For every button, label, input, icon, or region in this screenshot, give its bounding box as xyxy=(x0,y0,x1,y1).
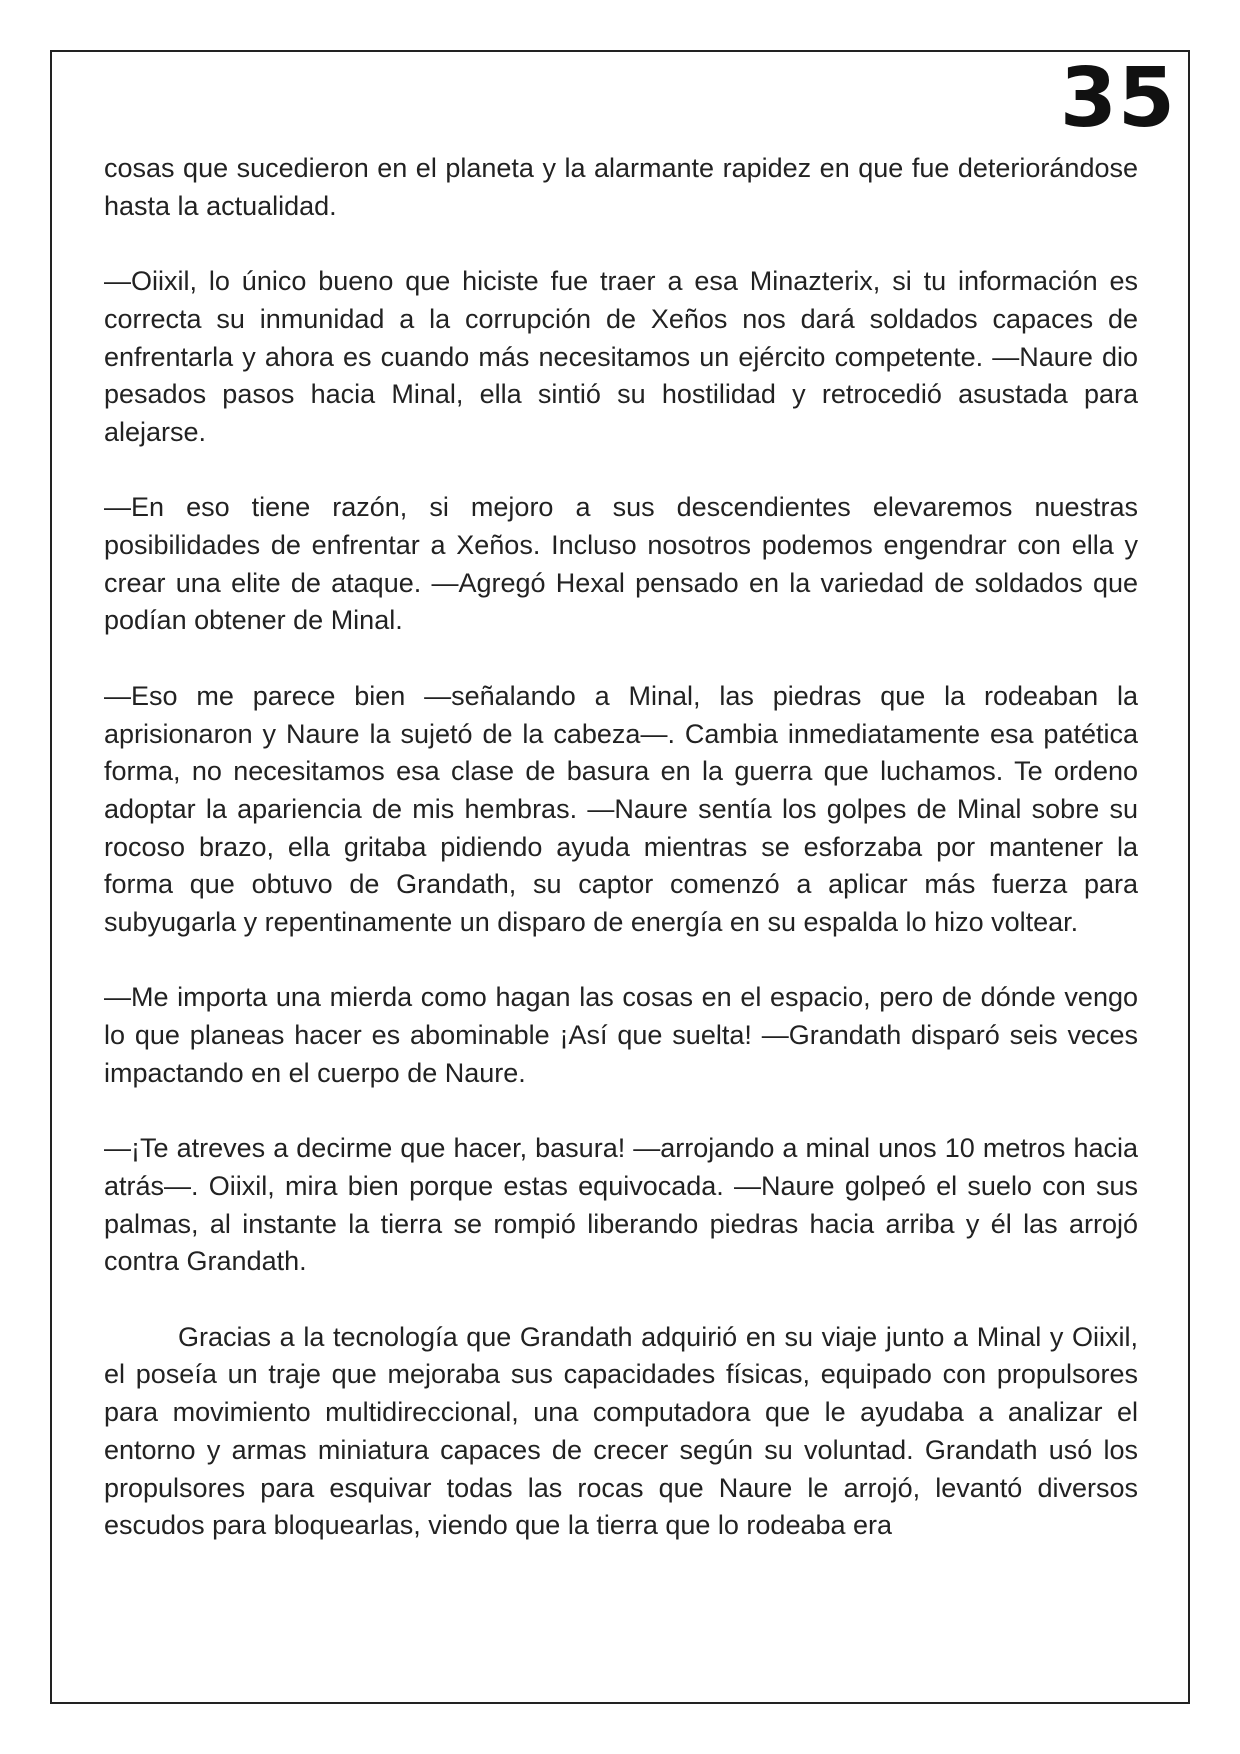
paragraph-1: cosas que sucedieron en el planeta y la alarmante rapidez en que fue deteriorándose hasta la actualidad. xyxy=(104,153,1138,221)
paragraph-7: Gracias a la tecnología que Grandath adquirió en su viaje junto a Minal y Oiixil, el poseía un traje que mejoraba sus capacidades físicas, equipado con propulsores para movimiento multidireccional, una computadora que le ayudaba a analizar el entorno y armas miniatura capaces de crecer según su voluntad. Grandath usó los propulsores para esquivar todas las rocas que Naure le arrojó, levantó diversos escudos para bloquearlas, viendo que la tierra que lo rodeaba era xyxy=(104,1321,1138,1541)
paragraph-5: —Me importa una mierda como hagan las cosas en el espacio, pero de dónde vengo lo que planeas hacer es abominable ¡Así que suelta! —Grandath disparó seis veces impactando en el cuerpo de Naure. xyxy=(104,982,1138,1088)
paragraph-4: —Eso me parece bien —señalando a Minal, las piedras que la rodeaban la aprisionaron y Naure la sujetó de la cabeza—. Cambia inmediatamente esa patética forma, no necesitamos esa clase de basura en la guerra que luchamos. Te ordeno adoptar la apariencia de mis hembras. —Naure sentía los golpes de Minal sobre su rocoso brazo, ella gritaba pidiendo ayuda mientras se esforzaba por mantener la forma que obtuvo de Grandath, su captor comenzó a aplicar más fuerza para subyugarla y repentinamente un disparo de energía en su espalda lo hizo voltear. xyxy=(104,680,1138,938)
paragraph-6: —¡Te atreves a decirme que hacer, basura! —arrojando a minal unos 10 metros hacia atrás—. Oiixil, mira bien porque estas equivocada. —Naure golpeó el suelo con sus palmas, al instante la tierra se rompió liberando piedras hacia arriba y él las arrojó contra Grandath. xyxy=(104,1133,1138,1277)
paragraph-3: —En eso tiene razón, si mejoro a sus descendientes elevaremos nuestras posibilidades de enfrentar a Xeños. Incluso nosotros podemos engendrar con ella y crear una elite de ataque. —Agregó Hexal pensado en la variedad de soldados que podían obtener de Minal. xyxy=(104,492,1138,636)
paragraph-2: —Oiixil, lo único bueno que hiciste fue traer a esa Minazterix, si tu información es correcta su inmunidad a la corrupción de Xeños nos dará soldados capaces de enfrentarla y ahora es cuando más necesitamos un ejército competente. —Naure dio pesados pasos hacia Minal, ella sintió su hostilidad y retrocedió asustada para alejarse. xyxy=(104,266,1138,447)
page-number: 35 xyxy=(1059,51,1176,146)
text-body xyxy=(104,150,1138,1545)
